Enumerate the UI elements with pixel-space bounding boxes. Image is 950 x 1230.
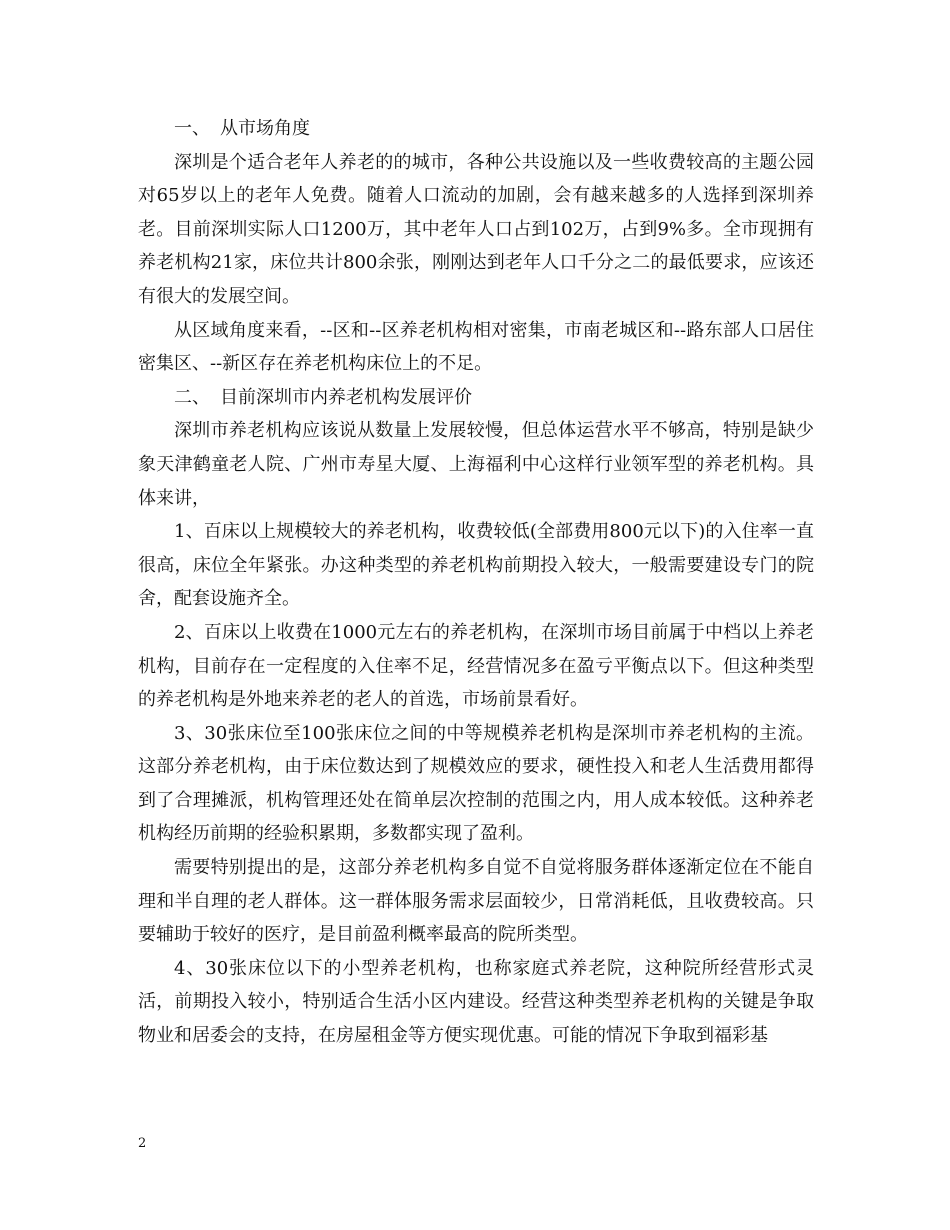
paragraph-item-4: 4、30张床位以下的小型养老机构，也称家庭式养老院，这种院所经营形式灵活，前期投入较小，特别适合生活小区内建设。经营这种类型养老机构的关键是争取物业和居委会的支持，在房屋租金等方便实现优惠。可能的情况下争取到福彩基 xyxy=(138,957,814,1047)
section-title: 从市场角度 xyxy=(220,118,310,139)
paragraph-regional-view: 从区域角度来看，--区和--区养老机构相对密集，市南老城区和--路东部人口居住密集区、--新区存在养老机构床位上的不足。 xyxy=(138,319,814,375)
document-body xyxy=(138,112,814,1053)
paragraph-special-note: 需要特别提出的是，这部分养老机构多自觉不自觉将服务群体逐渐定位在不能自理和半自理的老人群体。这一群体服务需求层面较少，日常消耗低，且收费较高。只要辅助于较好的医疗，是目前盈利概率最高的院所类型。 xyxy=(138,857,814,946)
section-heading-2 xyxy=(138,381,814,415)
page-number: 2 xyxy=(138,1136,147,1151)
paragraph-item-3: 3、30张床位至100张床位之间的中等规模养老机构是深圳市养老机构的主流。这部分养老机构，由于床位数达到了规模效应的要求，硬性投入和老人生活费用都得到了合理摊派，机构管理还处在简单层次控制的范围之内，用人成本较低。这种养老机构经历前期的经验积累期，多数都实现了盈利。 xyxy=(138,722,814,845)
section-number: 二、 xyxy=(174,386,210,408)
paragraph-market-overview: 深圳是个适合老年人养老的的城市，各种公共设施以及一些收费较高的主题公园对65岁以上的老年人免费。随着人口流动的加剧，会有越来越多的人选择到深圳养老。目前深圳实际人口1200万，其中老年人口占到102万，占到9%多。全市现拥有养老机构21家，床位共计800余张，刚刚达到老年人口千分之二的最低要求，应该还有很大的发展空间。 xyxy=(138,151,814,307)
paragraph-evaluation-intro: 深圳市养老机构应该说从数量上发展较慢，但总体运营水平不够高，特别是缺少象天津鹤童老人院、广州市寿星大厦、上海福利中心这样行业领军型的养老机构。具体来讲， xyxy=(138,420,814,509)
section-heading-1 xyxy=(138,112,814,146)
paragraph-item-1: 1、百床以上规模较大的养老机构，收费较低(全部费用800元以下)的入住率一直很高，床位全年紧张。办这种类型的养老机构前期投入较大，一般需要建设专门的院舍，配套设施齐全。 xyxy=(138,521,814,610)
section-title: 目前深圳市内养老机构发展评价 xyxy=(220,386,472,408)
section-number: 一、 xyxy=(174,118,210,139)
paragraph-item-2: 2、百床以上收费在1000元左右的养老机构，在深圳市场目前属于中档以上养老机构，目前存在一定程度的入住率不足，经营情况多在盈亏平衡点以下。但这种类型的养老机构是外地来养老的老人的首选，市场前景看好。 xyxy=(138,621,814,711)
